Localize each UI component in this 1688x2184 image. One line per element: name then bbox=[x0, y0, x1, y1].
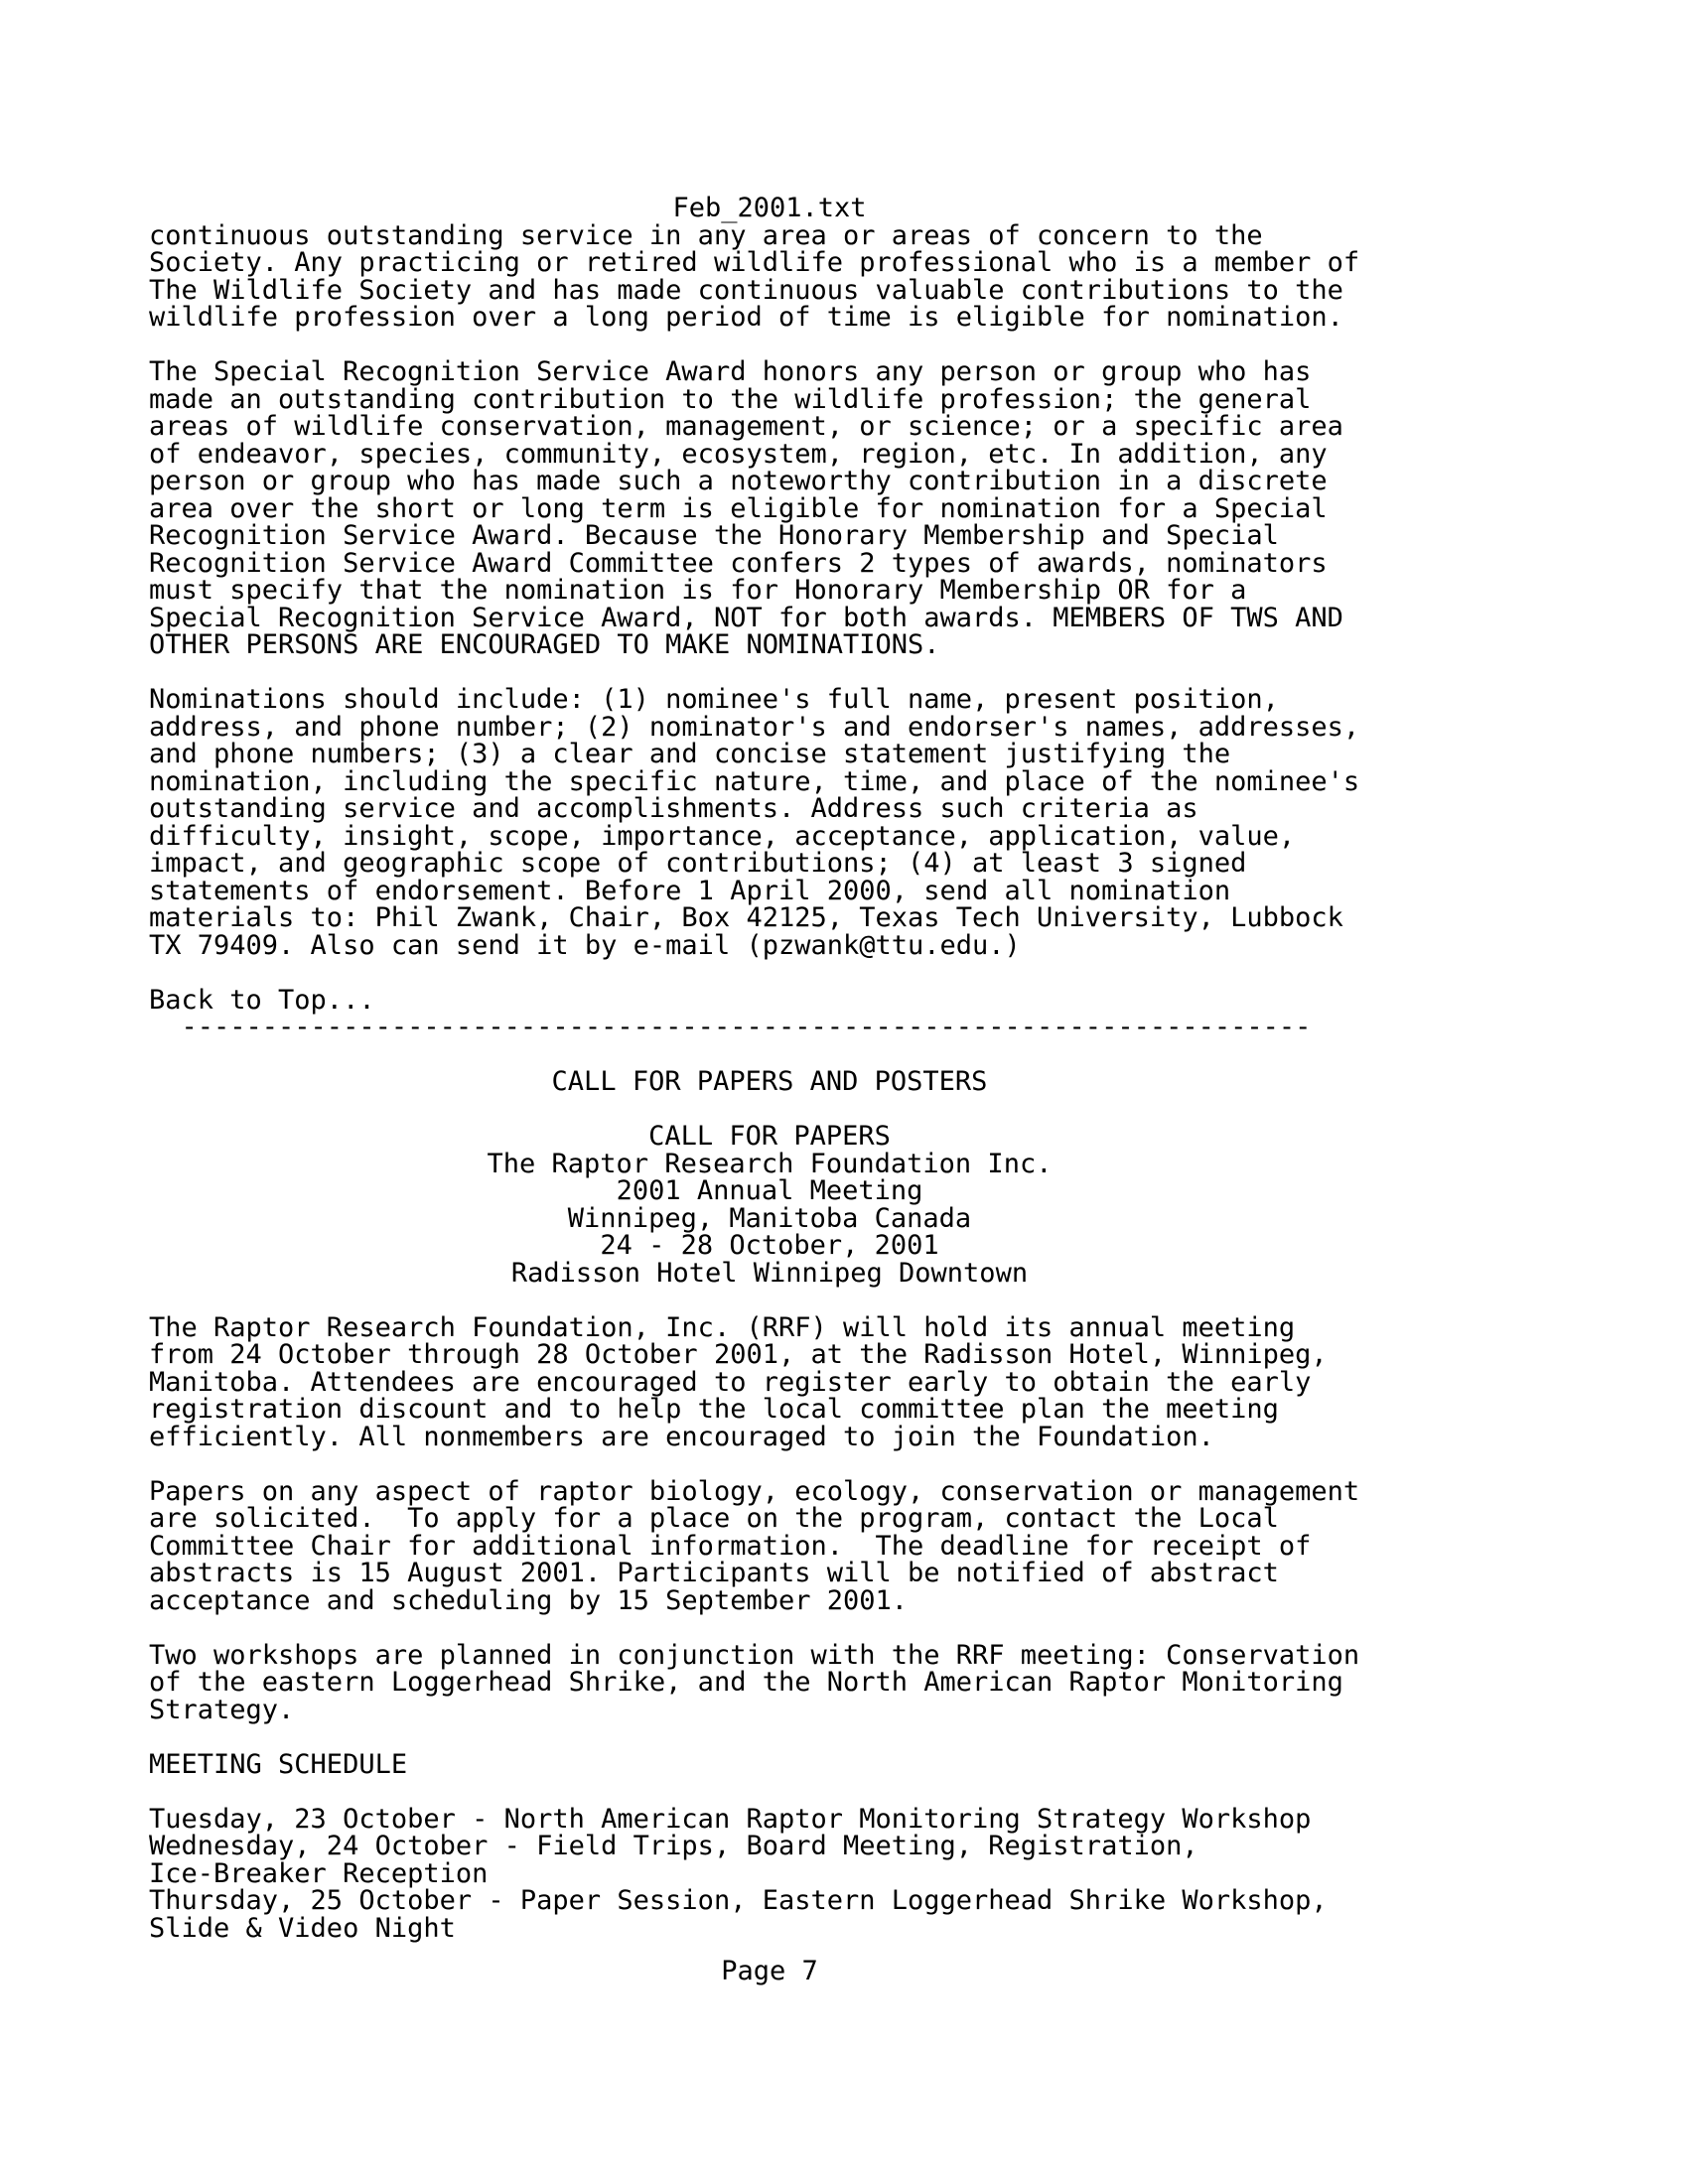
call-line: Winnipeg, Manitoba Canada bbox=[567, 1202, 972, 1234]
text-line: from 24 October through 28 October 2001, at the Radisson Hotel, Winnipeg, bbox=[149, 1339, 1328, 1370]
document-page bbox=[149, 195, 1390, 1942]
text-line: and phone numbers; (3) a clear and concise statement justifying the bbox=[149, 739, 1231, 769]
paragraph-special-recognition bbox=[149, 358, 1390, 659]
text-line: materials to: Phil Zwank, Chair, Box 42125, Texas Tech University, Lubbock bbox=[149, 902, 1343, 933]
text-line: are solicited. To apply for a place on the program, contact the Local bbox=[149, 1503, 1279, 1534]
call-line: 24 - 28 October, 2001 bbox=[600, 1230, 939, 1261]
text-line: Recognition Service Award. Because the Honorary Membership and Special bbox=[149, 520, 1279, 551]
text-line: The Wildlife Society and has made continuous valuable contributions to the bbox=[149, 274, 1343, 306]
section-title: CALL FOR PAPERS AND POSTERS bbox=[551, 1066, 988, 1097]
text-line: registration discount and to help the local committee plan the meeting bbox=[149, 1394, 1279, 1425]
text-line: Two workshops are planned in conjunction with the RRF meeting: Conservation bbox=[149, 1639, 1360, 1671]
text-line: wildlife profession over a long period of time is eligible for nomination. bbox=[149, 302, 1343, 333]
text-line: Committee Chair for additional information. The deadline for receipt of bbox=[149, 1530, 1312, 1562]
schedule-line: Ice-Breaker Reception bbox=[149, 1857, 489, 1889]
schedule-line: Slide & Video Night bbox=[149, 1912, 456, 1944]
text-line: acceptance and scheduling by 15 September 2001. bbox=[149, 1584, 909, 1616]
paragraph-nominations bbox=[149, 686, 1390, 959]
text-line: TX 79409. Also can send it by e-mail (pzwank@ttu.edu.) bbox=[149, 929, 1021, 961]
text-line: Papers on any aspect of raptor biology, ecology, conservation or management bbox=[149, 1475, 1360, 1507]
text-line: Recognition Service Award Committee confers 2 types of awards, nominators bbox=[149, 547, 1328, 579]
spacer bbox=[149, 659, 1390, 687]
text-line: Strategy. bbox=[149, 1694, 295, 1725]
text-line: The Raptor Research Foundation, Inc. (RRF) will hold its annual meeting bbox=[149, 1311, 1296, 1343]
text-line: statements of endorsement. Before 1 April 2000, send all nomination bbox=[149, 875, 1231, 906]
text-line: Society. Any practicing or retired wildlife professional who is a member of bbox=[149, 247, 1360, 278]
paragraph-tws-honorary bbox=[149, 219, 1390, 333]
text-line: areas of wildlife conservation, management, or science; or a specific area bbox=[149, 411, 1343, 442]
section-divider: ---------------------------------------------------------------------- bbox=[149, 1012, 1312, 1042]
meeting-schedule bbox=[149, 1803, 1390, 1944]
text-line: Nominations should include: (1) nominee's full name, present position, bbox=[149, 684, 1279, 715]
text-line: of endeavor, species, community, ecosystem, region, etc. In addition, any bbox=[149, 438, 1328, 470]
text-line: outstanding service and accomplishments. Address such criteria as bbox=[149, 793, 1198, 824]
text-line: Special Recognition Service Award, NOT for both awards. MEMBERS OF TWS AND bbox=[149, 602, 1343, 633]
text-line: abstracts is 15 August 2001. Participants will be notified of abstract bbox=[149, 1558, 1279, 1588]
text-line: person or group who has made such a noteworthy contribution in a discrete bbox=[149, 466, 1328, 496]
text-line: area over the short or long term is eligible for nomination for a Special bbox=[149, 492, 1328, 524]
schedule-line: Thursday, 25 October - Paper Session, Eastern Loggerhead Shrike Workshop, bbox=[149, 1885, 1328, 1916]
text-line: Manitoba. Attendees are encouraged to register early to obtain the early bbox=[149, 1366, 1312, 1398]
text-line: nomination, including the specific nature, time, and place of the nominee's bbox=[149, 765, 1360, 797]
schedule-line: Tuesday, 23 October - North American Raptor Monitoring Strategy Workshop bbox=[149, 1803, 1312, 1835]
text-line: The Special Recognition Service Award honors any person or group who has bbox=[149, 356, 1312, 387]
text-line: efficiently. All nonmembers are encouraged to join the Foundation. bbox=[149, 1421, 1214, 1452]
spacer bbox=[149, 1450, 1390, 1478]
call-line: 2001 Annual Meeting bbox=[616, 1175, 923, 1206]
text-line: impact, and geographic scope of contributions; (4) at least 3 signed bbox=[149, 848, 1247, 879]
paragraph-rrf-meeting bbox=[149, 1311, 1390, 1452]
page-number: Page 7 bbox=[721, 1956, 818, 1986]
spacer bbox=[149, 1723, 1390, 1751]
call-line: Radisson Hotel Winnipeg Downtown bbox=[510, 1257, 1029, 1289]
spacer bbox=[149, 332, 1390, 359]
schedule-heading: MEETING SCHEDULE bbox=[149, 1748, 408, 1780]
back-to-top-link[interactable]: Back to Top... bbox=[149, 984, 375, 1016]
text-line: made an outstanding contribution to the wildlife profession; the general bbox=[149, 383, 1312, 415]
spacer bbox=[149, 1287, 1390, 1314]
file-header: Feb_2001.txt bbox=[672, 193, 867, 223]
spacer bbox=[149, 1614, 1390, 1642]
text-line: address, and phone number; (2) nominator's and endorser's names, addresses, bbox=[149, 711, 1360, 743]
text-line: difficulty, insight, scope, importance, acceptance, application, value, bbox=[149, 820, 1296, 852]
spacer bbox=[149, 1778, 1390, 1806]
spacer bbox=[149, 959, 1390, 987]
call-for-papers-block bbox=[149, 1123, 1390, 1287]
paragraph-papers bbox=[149, 1475, 1390, 1616]
spacer bbox=[149, 1041, 1390, 1069]
text-line: OTHER PERSONS ARE ENCOURAGED TO MAKE NOMINATIONS. bbox=[149, 629, 940, 660]
paragraph-workshops bbox=[149, 1639, 1390, 1725]
call-heading: CALL FOR PAPERS bbox=[648, 1121, 891, 1152]
text-line: must specify that the nomination is for Honorary Membership OR for a bbox=[149, 575, 1247, 606]
call-line: The Raptor Research Foundation Inc. bbox=[487, 1148, 1053, 1179]
text-line: continuous outstanding service in any area or areas of concern to the bbox=[149, 219, 1263, 251]
schedule-line: Wednesday, 24 October - Field Trips, Board Meeting, Registration, bbox=[149, 1831, 1198, 1861]
spacer bbox=[149, 1096, 1390, 1124]
text-line: of the eastern Loggerhead Shrike, and the North American Raptor Monitoring bbox=[149, 1667, 1343, 1698]
